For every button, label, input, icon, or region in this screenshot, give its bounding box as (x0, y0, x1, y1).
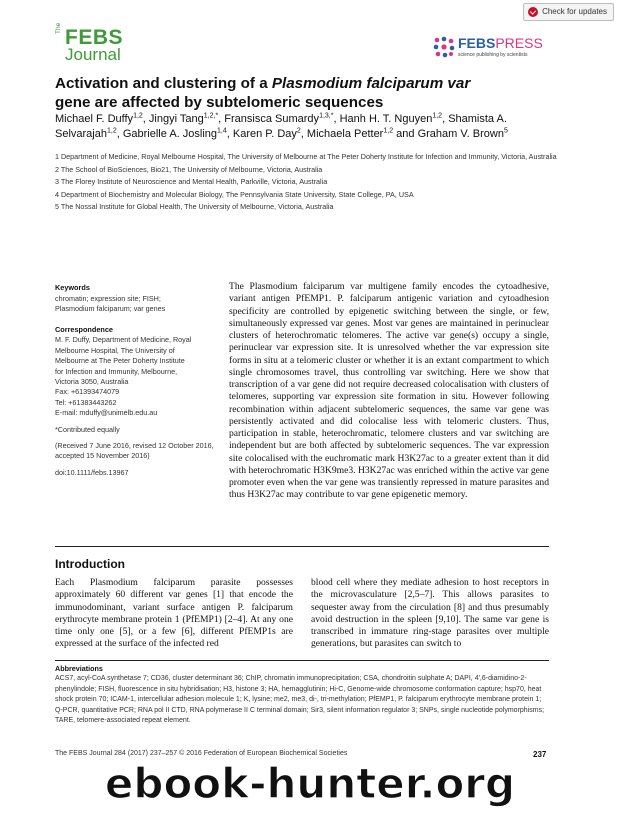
correspondence-section: Correspondence M. F. Duffy, Department of Medicine, Royal Melbourne Hospital, The University of Melbourne at The Peter Doherty Institute for Infection and Immunity, Melbourne, Victoria 3050, Australia Fax: +61393474079 Tel: +61383443262 E-mail: mduffy@unimelb.edu.au *Contributed equally (Received 7 June 2016, revised 12 October 2016, accepted 15 November 2016) doi:10.1111/febs.13967 (55, 325, 217, 478)
keywords-section (55, 283, 215, 315)
author: Karen P. Day (232, 128, 297, 140)
article-title: Activation and clustering of a Plasmodium falciparum var gene are affected by subtelomeric sequences (55, 75, 471, 111)
keywords-line: chromatin; expression site; FISH; (55, 293, 161, 303)
check-icon (528, 7, 538, 17)
divider (55, 546, 549, 547)
author: Michael F. Duffy (55, 113, 134, 125)
contributed-equally-note: *Contributed equally (55, 424, 120, 434)
keywords-line: Plasmodium falciparum; var genes (55, 304, 166, 313)
author: Graham V. Brown (417, 128, 504, 140)
check-for-updates-button[interactable] (523, 3, 614, 21)
footer-citation: The FEBS Journal 284 (2017) 237–257 © 2016 Federation of European Biochemical Societies (55, 750, 348, 757)
introduction-text-right: blood cell where they mediate adhesion to host receptors in the microvasculature [2,5–7]. This allows parasites to sequester away from the circulation [8] and thus presumably avoid destruction in the spleen [9,10]. The same var gene is transcribed in immature ring-stage parasites over multiple generations, but parasites can switch to (311, 577, 549, 650)
author: Fransisca Sumardy (224, 113, 320, 125)
febs-press-dots-icon (432, 35, 456, 59)
author: Michaela Petter (306, 128, 384, 140)
abbreviations-section (55, 664, 549, 726)
introduction-text-left: Each Plasmodium falciparum parasite possesses approximately 60 different var genes [1] that encode the immunodominant, variant surface antigen P. falciparum erythrocyte membrane protein 1 (PfEMP1) [2–4]. At any one time only one [5], or a few [6], different PfEMP1s are expressed at the surface of the infected red (55, 577, 293, 650)
received-dates: (Received 7 June 2016, revised 12 October 2016, accepted 15 November 2016) (55, 441, 214, 461)
introduction-heading: Introduction (55, 557, 125, 571)
keywords-heading: Keywords (55, 283, 90, 292)
author: Jingyi Tang (148, 113, 204, 125)
divider (55, 660, 549, 661)
affiliations (55, 151, 575, 214)
author-list: Michael F. Duffy$^{1,2}$, Jingyi Tang$^{1,2,*}$, Fransisca Sumardy$^{1,3,*}$, Hanh H. T. Nguyen$^{1,2}$, Shamista A. Selvarajah$^{1,2}$, Gabrielle A. Josling$^{1,4}$, Karen P. Day$^2$, Michaela Petter$^{1,2}$ and Graham V. Brown$^5$ (55, 112, 508, 140)
abbreviations-heading: Abbreviations (55, 664, 103, 673)
email-link[interactable]: E-mail: mduffy@unimelb.edu.au (55, 408, 158, 418)
correspondence-heading: Correspondence (55, 325, 113, 334)
abbreviations-text: ACS7, acyl-CoA synthetase 7; CD36, cluster determinant 36; ChIP, chromatin immunoprecipitation; CSA, chondroitin sulphate A; DAPI, 4′,6-diamidino-2-phenylindole; FISH, fluorescence in situ hybridisation; H3, histone 3; HA, hemagglutinin; Hi-C, Genome-wide chromosome conformation capture; hsp70, heat shock protein 70; ICAM-1, intercellular adhesion molecule 1; K, lysine; me2, me3, di-, tri-methylation; PfEMP1, P. falciparum erythrocyte membrane protein 1; Q-PCR, quantitative PCR; RNA pol II CTD, RNA polymerase II C terminal domain; Sir3, silent information regulator 3; SNPs, single nucleotide polymorphisms; TARE, telomere-associated repeat element. (55, 675, 545, 725)
doi[interactable]: doi:10.1111/febs.13967 (55, 467, 129, 477)
abstract: The Plasmodium falciparum var multigene family encodes the cytoadhesive, variant antigen PfEMP1. P. falciparum antigenic variation and cytoadhesion specificity are controlled by epigenetic switching between the single, or few, simultaneously expressed var genes. Most var genes are maintained in perinuclear clusters of heterochromatic telomeres. The active var gene(s) occupy a single, perinuclear var expression site. It is unresolved whether the var expression site forms in situ at a telomeric cluster or whether it is an extant compartment to which single chromosomes travel, thus controlling var switching. Here we show that transcription of a var gene did not require decreased colocalisation with clusters of telomeres, supporting var expression site formation in situ. However following recombination within adjacent subtelomeric sequences, the same var gene was persistently activated and did colocalise less with telomeric clusters. Thus, participation in stable, heterochromatic, telomere clusters and var switching are independent but are both affected by subtelomeric sequences. The var expression site colocalised with the euchromatic mark H3K27ac to a greater extent than it did with heterochromatic H3K9me3. H3K27ac was enriched within the active var gene promoter even when the var gene was transiently repressed in mature parasites and thus H3K27ac may contribute to var gene epigenetic memory. (229, 281, 549, 501)
page-number: 237 (533, 750, 547, 759)
watermark (0, 758, 620, 808)
check-for-updates-label: Check for updates (542, 7, 607, 16)
affiliation: 4 Department of Biochemistry and Molecular Biology, The Pennsylvania State University, State College, PA, USA (55, 189, 414, 199)
author: Hanh H. T. Nguyen (339, 113, 433, 125)
affiliation: 3 The Florey Institute of Neuroscience and Mental Health, Parkville, Victoria, Australia (55, 177, 328, 186)
author: Gabrielle A. Josling (122, 128, 218, 140)
affiliation: 2 The School of BioSciences, Bio21, The University of Melbourne, Victoria, Australia (55, 164, 323, 174)
affiliation: 5 The Nossal Institute for Global Health, The University of Melbourne, Victoria, Australia (55, 202, 334, 211)
svg-text:ebook-hunter.org: ebook-hunter.org (104, 759, 516, 808)
affiliation: 1 Department of Medicine, Royal Melbourne Hospital, The University of Melbourne at The Peter Doherty Institute for Infection and Immunity, Victoria, Australia (55, 152, 557, 161)
